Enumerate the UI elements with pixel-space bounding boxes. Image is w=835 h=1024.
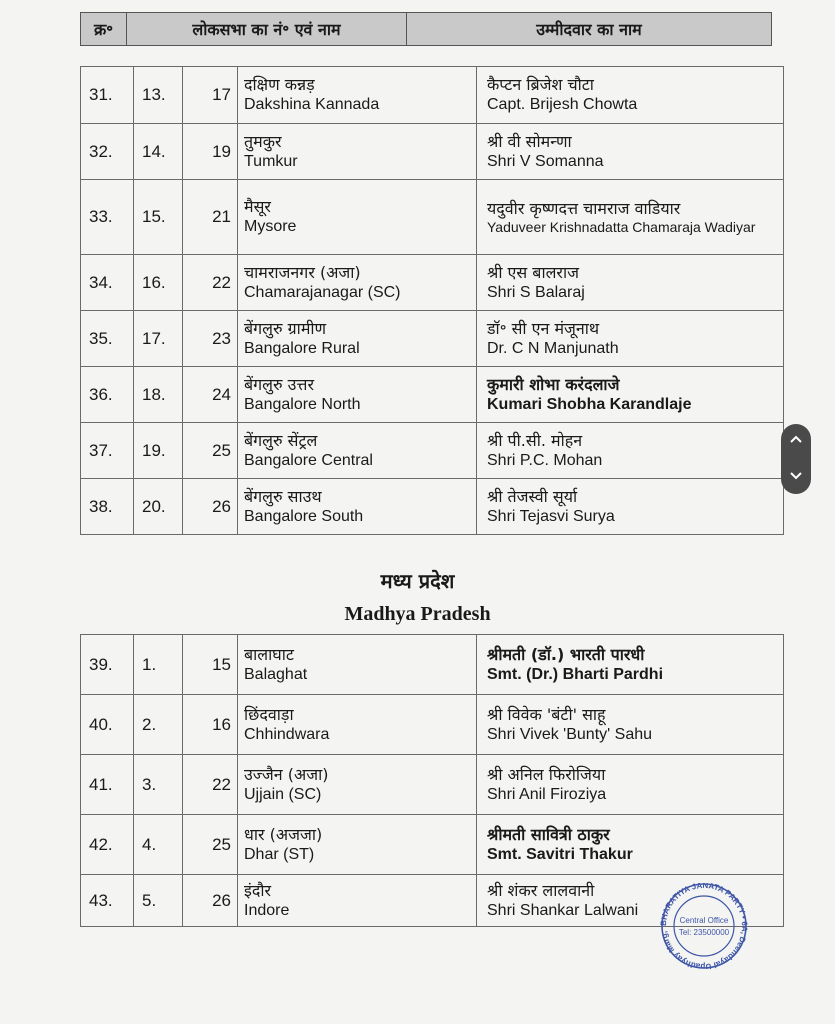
serial-number: 43. bbox=[89, 890, 113, 910]
constituency-name-hindi: इंदौर bbox=[244, 880, 272, 900]
candidate-cell bbox=[477, 311, 784, 367]
serial-number-cell bbox=[81, 479, 134, 535]
candidate-cell bbox=[477, 67, 784, 124]
header-candidate: उम्मीदवार का नाम bbox=[536, 20, 642, 39]
constituency-name-english: Mysore bbox=[244, 218, 297, 235]
constituency-cell bbox=[238, 423, 477, 479]
constituency-number-cell bbox=[183, 875, 238, 927]
header-constituency: लोकसभा का नं॰ एवं नाम bbox=[127, 13, 407, 45]
constituency-name-english: Bangalore South bbox=[244, 507, 364, 525]
serial-number-cell bbox=[81, 635, 134, 695]
karnataka-candidates-table bbox=[80, 66, 784, 535]
candidate-cell bbox=[477, 635, 784, 695]
candidate-cell bbox=[477, 423, 784, 479]
state-serial-number: 5. bbox=[142, 890, 157, 910]
constituency-name-hindi: मैसूर bbox=[244, 197, 271, 216]
constituency-name-english: Balaghat bbox=[244, 665, 308, 683]
candidate-name-hindi: श्री पी.सी. मोहन bbox=[487, 430, 583, 450]
candidate-name-english: Shri Anil Firoziya bbox=[487, 785, 607, 803]
constituency-number-cell bbox=[183, 124, 238, 180]
candidate-name-hindi: श्री शंकर लालवानी bbox=[487, 880, 595, 900]
table-row bbox=[81, 180, 784, 255]
state-serial-number: 3. bbox=[142, 774, 157, 794]
state-number-cell bbox=[134, 124, 183, 180]
constituency-number: 26 bbox=[212, 496, 231, 516]
candidate-name-english: Kumari Shobha Karandlaje bbox=[487, 395, 692, 413]
table-row bbox=[81, 311, 784, 367]
candidate-name-english: Shri Vivek 'Bunty' Sahu bbox=[487, 725, 653, 743]
candidate-name-english: Shri Tejasvi Surya bbox=[487, 507, 615, 525]
serial-number-cell bbox=[81, 67, 134, 124]
constituency-cell bbox=[238, 695, 477, 755]
state-serial-number: 15. bbox=[142, 207, 166, 226]
state-number-cell bbox=[134, 875, 183, 927]
chevron-up-icon[interactable] bbox=[789, 432, 803, 451]
candidate-name-hindi: श्री अनिल फिरोजिया bbox=[487, 764, 606, 784]
serial-number: 33. bbox=[89, 207, 113, 226]
state-number-cell bbox=[134, 635, 183, 695]
state-serial-number: 1. bbox=[142, 654, 157, 674]
constituency-cell bbox=[238, 311, 477, 367]
table-row bbox=[81, 695, 784, 755]
table-row bbox=[81, 635, 784, 695]
table-row bbox=[81, 755, 784, 815]
constituency-number-cell bbox=[183, 423, 238, 479]
state-number-cell bbox=[134, 755, 183, 815]
party-office-stamp bbox=[642, 883, 766, 969]
state-number-cell bbox=[134, 423, 183, 479]
constituency-name-hindi: तुमकुर bbox=[244, 131, 282, 151]
candidate-name-english: Dr. C N Manjunath bbox=[487, 339, 619, 357]
constituency-cell bbox=[238, 255, 477, 311]
constituency-name-hindi: बेंगलुरु ग्रामीण bbox=[244, 318, 327, 338]
constituency-name-hindi: बेंगलुरु उत्तर bbox=[244, 374, 315, 394]
constituency-cell bbox=[238, 755, 477, 815]
constituency-number: 16 bbox=[212, 714, 231, 734]
state-number-cell bbox=[134, 255, 183, 311]
candidate-name-english: Capt. Brijesh Chowta bbox=[487, 96, 638, 113]
constituency-name-english: Tumkur bbox=[244, 152, 298, 170]
candidate-name-hindi: श्रीमती सावित्री ठाकुर bbox=[487, 824, 610, 844]
state-number-cell bbox=[134, 815, 183, 875]
state-serial-number: 4. bbox=[142, 834, 157, 854]
constituency-name-hindi: चामराजनगर (अजा) bbox=[244, 262, 361, 282]
candidate-name-english: Shri S Balaraj bbox=[487, 283, 585, 301]
constituency-number: 15 bbox=[212, 654, 231, 674]
state-number-cell bbox=[134, 695, 183, 755]
constituency-number-cell bbox=[183, 311, 238, 367]
candidate-name-hindi: यदुवीर कृष्णदत्त चामराज वाडियार bbox=[487, 198, 681, 218]
serial-number-cell bbox=[81, 367, 134, 423]
constituency-name-hindi: बेंगलुरु सेंट्रल bbox=[244, 430, 318, 450]
candidate-cell bbox=[477, 255, 784, 311]
constituency-number-cell bbox=[183, 67, 238, 124]
candidate-cell bbox=[477, 479, 784, 535]
state-serial-number: 14. bbox=[142, 141, 166, 161]
serial-number: 37. bbox=[89, 440, 113, 460]
header-sno: क्र॰ bbox=[81, 13, 127, 45]
table-row bbox=[81, 67, 784, 124]
constituency-name-english: Indore bbox=[244, 901, 290, 919]
svg-text:BHARATIYA JANATA PARTY • 6A, D: BHARATIYA JANATA PARTY • 6A, Deendayal Upadhyay Marg, bbox=[658, 883, 750, 969]
constituency-number: 21 bbox=[212, 207, 231, 226]
constituency-number-cell bbox=[183, 180, 238, 255]
state-number-cell bbox=[134, 479, 183, 535]
constituency-name-hindi: छिंदवाड़ा bbox=[244, 704, 294, 724]
serial-number: 42. bbox=[89, 834, 113, 854]
constituency-name-english: Dakshina Kannada bbox=[244, 96, 380, 113]
candidate-cell bbox=[477, 815, 784, 875]
constituency-name-english: Bangalore Central bbox=[244, 451, 373, 469]
serial-number-cell bbox=[81, 311, 134, 367]
state-number-cell bbox=[134, 311, 183, 367]
constituency-cell bbox=[238, 124, 477, 180]
table-row bbox=[81, 423, 784, 479]
candidate-cell bbox=[477, 367, 784, 423]
constituency-name-english: Chhindwara bbox=[244, 725, 330, 743]
serial-number-cell bbox=[81, 423, 134, 479]
serial-number: 32. bbox=[89, 141, 113, 161]
constituency-name-hindi: धार (अजजा) bbox=[244, 824, 323, 844]
constituency-number: 22 bbox=[212, 774, 231, 794]
serial-number: 38. bbox=[89, 496, 113, 516]
state-number-cell bbox=[134, 180, 183, 255]
constituency-number: 25 bbox=[212, 834, 231, 854]
candidate-name-english: Shri Shankar Lalwani bbox=[487, 901, 639, 919]
serial-number: 36. bbox=[89, 384, 113, 404]
constituency-cell bbox=[238, 875, 477, 927]
candidate-name-hindi: श्री तेजस्वी सूर्या bbox=[487, 486, 578, 506]
candidate-name-english: Shri P.C. Mohan bbox=[487, 451, 603, 469]
candidate-name-hindi: श्री एस बालराज bbox=[487, 262, 579, 282]
constituency-number: 26 bbox=[212, 890, 231, 910]
serial-number-cell bbox=[81, 695, 134, 755]
candidate-name-english: Yaduveer Krishnadatta Chamaraja Wadiyar bbox=[487, 218, 756, 235]
constituency-cell bbox=[238, 180, 477, 255]
candidate-name-english: Shri V Somanna bbox=[487, 152, 604, 170]
serial-number-cell bbox=[81, 255, 134, 311]
serial-number: 34. bbox=[89, 272, 113, 292]
candidate-name-hindi: श्री वी सोमन्णा bbox=[487, 131, 572, 151]
constituency-name-english: Dhar (ST) bbox=[244, 845, 315, 863]
candidate-name-english: Smt. Savitri Thakur bbox=[487, 845, 633, 863]
state-serial-number: 19. bbox=[142, 440, 166, 460]
candidate-name-hindi: श्री विवेक 'बंटी' साहू bbox=[487, 704, 606, 724]
constituency-number-cell bbox=[183, 255, 238, 311]
candidate-name-hindi: कैप्टन ब्रिजेश चौटा bbox=[487, 75, 594, 94]
serial-number-cell bbox=[81, 815, 134, 875]
constituency-name-english: Bangalore North bbox=[244, 395, 361, 413]
serial-number-cell bbox=[81, 755, 134, 815]
constituency-cell bbox=[238, 479, 477, 535]
constituency-number-cell bbox=[183, 695, 238, 755]
constituency-number-cell bbox=[183, 755, 238, 815]
constituency-number: 24 bbox=[212, 384, 231, 404]
state-number-cell bbox=[134, 367, 183, 423]
table-header bbox=[80, 12, 772, 46]
state-number-cell bbox=[134, 67, 183, 124]
candidate-cell bbox=[477, 124, 784, 180]
serial-number: 31. bbox=[89, 85, 113, 104]
candidate-name-hindi: कुमारी शोभा करंदलाजे bbox=[487, 374, 620, 394]
section-title-hindi: मध्य प्रदेश bbox=[380, 569, 455, 593]
serial-number: 40. bbox=[89, 714, 113, 734]
constituency-number-cell bbox=[183, 367, 238, 423]
scroll-control[interactable] bbox=[781, 424, 811, 494]
state-serial-number: 17. bbox=[142, 328, 166, 348]
table-row bbox=[81, 124, 784, 180]
constituency-cell bbox=[238, 815, 477, 875]
constituency-name-english: Chamarajanagar (SC) bbox=[244, 283, 401, 301]
candidate-cell bbox=[477, 755, 784, 815]
serial-number-cell bbox=[81, 180, 134, 255]
candidate-cell bbox=[477, 180, 784, 255]
table-row bbox=[81, 255, 784, 311]
serial-number: 41. bbox=[89, 774, 113, 794]
table-row bbox=[81, 815, 784, 875]
candidate-cell bbox=[477, 695, 784, 755]
chevron-down-icon[interactable] bbox=[789, 467, 803, 486]
svg-text:Tel: 23500000: Tel: 23500000 bbox=[678, 928, 730, 937]
constituency-number-cell bbox=[183, 635, 238, 695]
constituency-number: 17 bbox=[212, 85, 231, 104]
constituency-number-cell bbox=[183, 815, 238, 875]
constituency-name-english: Ujjain (SC) bbox=[244, 785, 322, 803]
constituency-name-hindi: बालाघाट bbox=[244, 644, 294, 664]
state-serial-number: 16. bbox=[142, 272, 166, 292]
constituency-number: 22 bbox=[212, 272, 231, 292]
state-serial-number: 18. bbox=[142, 384, 166, 404]
candidate-name-english: Smt. (Dr.) Bharti Pardhi bbox=[487, 665, 664, 683]
serial-number: 35. bbox=[89, 328, 113, 348]
state-serial-number: 2. bbox=[142, 714, 157, 734]
constituency-name-english: Bangalore Rural bbox=[244, 339, 360, 357]
constituency-cell bbox=[238, 67, 477, 124]
state-serial-number: 13. bbox=[142, 85, 166, 104]
constituency-number: 25 bbox=[212, 440, 231, 460]
candidate-name-hindi: श्रीमती (डॉ.) भारती पारधी bbox=[487, 644, 645, 664]
table-row bbox=[81, 479, 784, 535]
state-serial-number: 20. bbox=[142, 496, 166, 516]
constituency-number: 23 bbox=[212, 328, 231, 348]
constituency-name-hindi: बेंगलुरु साउथ bbox=[244, 486, 322, 506]
constituency-number-cell bbox=[183, 479, 238, 535]
candidate-name-hindi: डॉ॰ सी एन मंजूनाथ bbox=[487, 318, 600, 338]
constituency-name-hindi: दक्षिण कन्नड़ bbox=[244, 75, 315, 94]
serial-number-cell bbox=[81, 875, 134, 927]
constituency-cell bbox=[238, 635, 477, 695]
constituency-cell bbox=[238, 367, 477, 423]
serial-number: 39. bbox=[89, 654, 113, 674]
svg-text:Central Office: Central Office bbox=[679, 916, 729, 925]
constituency-number: 19 bbox=[212, 141, 231, 161]
table-row bbox=[81, 367, 784, 423]
serial-number-cell bbox=[81, 124, 134, 180]
constituency-name-hindi: उज्जैन (अजा) bbox=[244, 764, 329, 784]
section-title-english: Madhya Pradesh bbox=[344, 603, 491, 625]
